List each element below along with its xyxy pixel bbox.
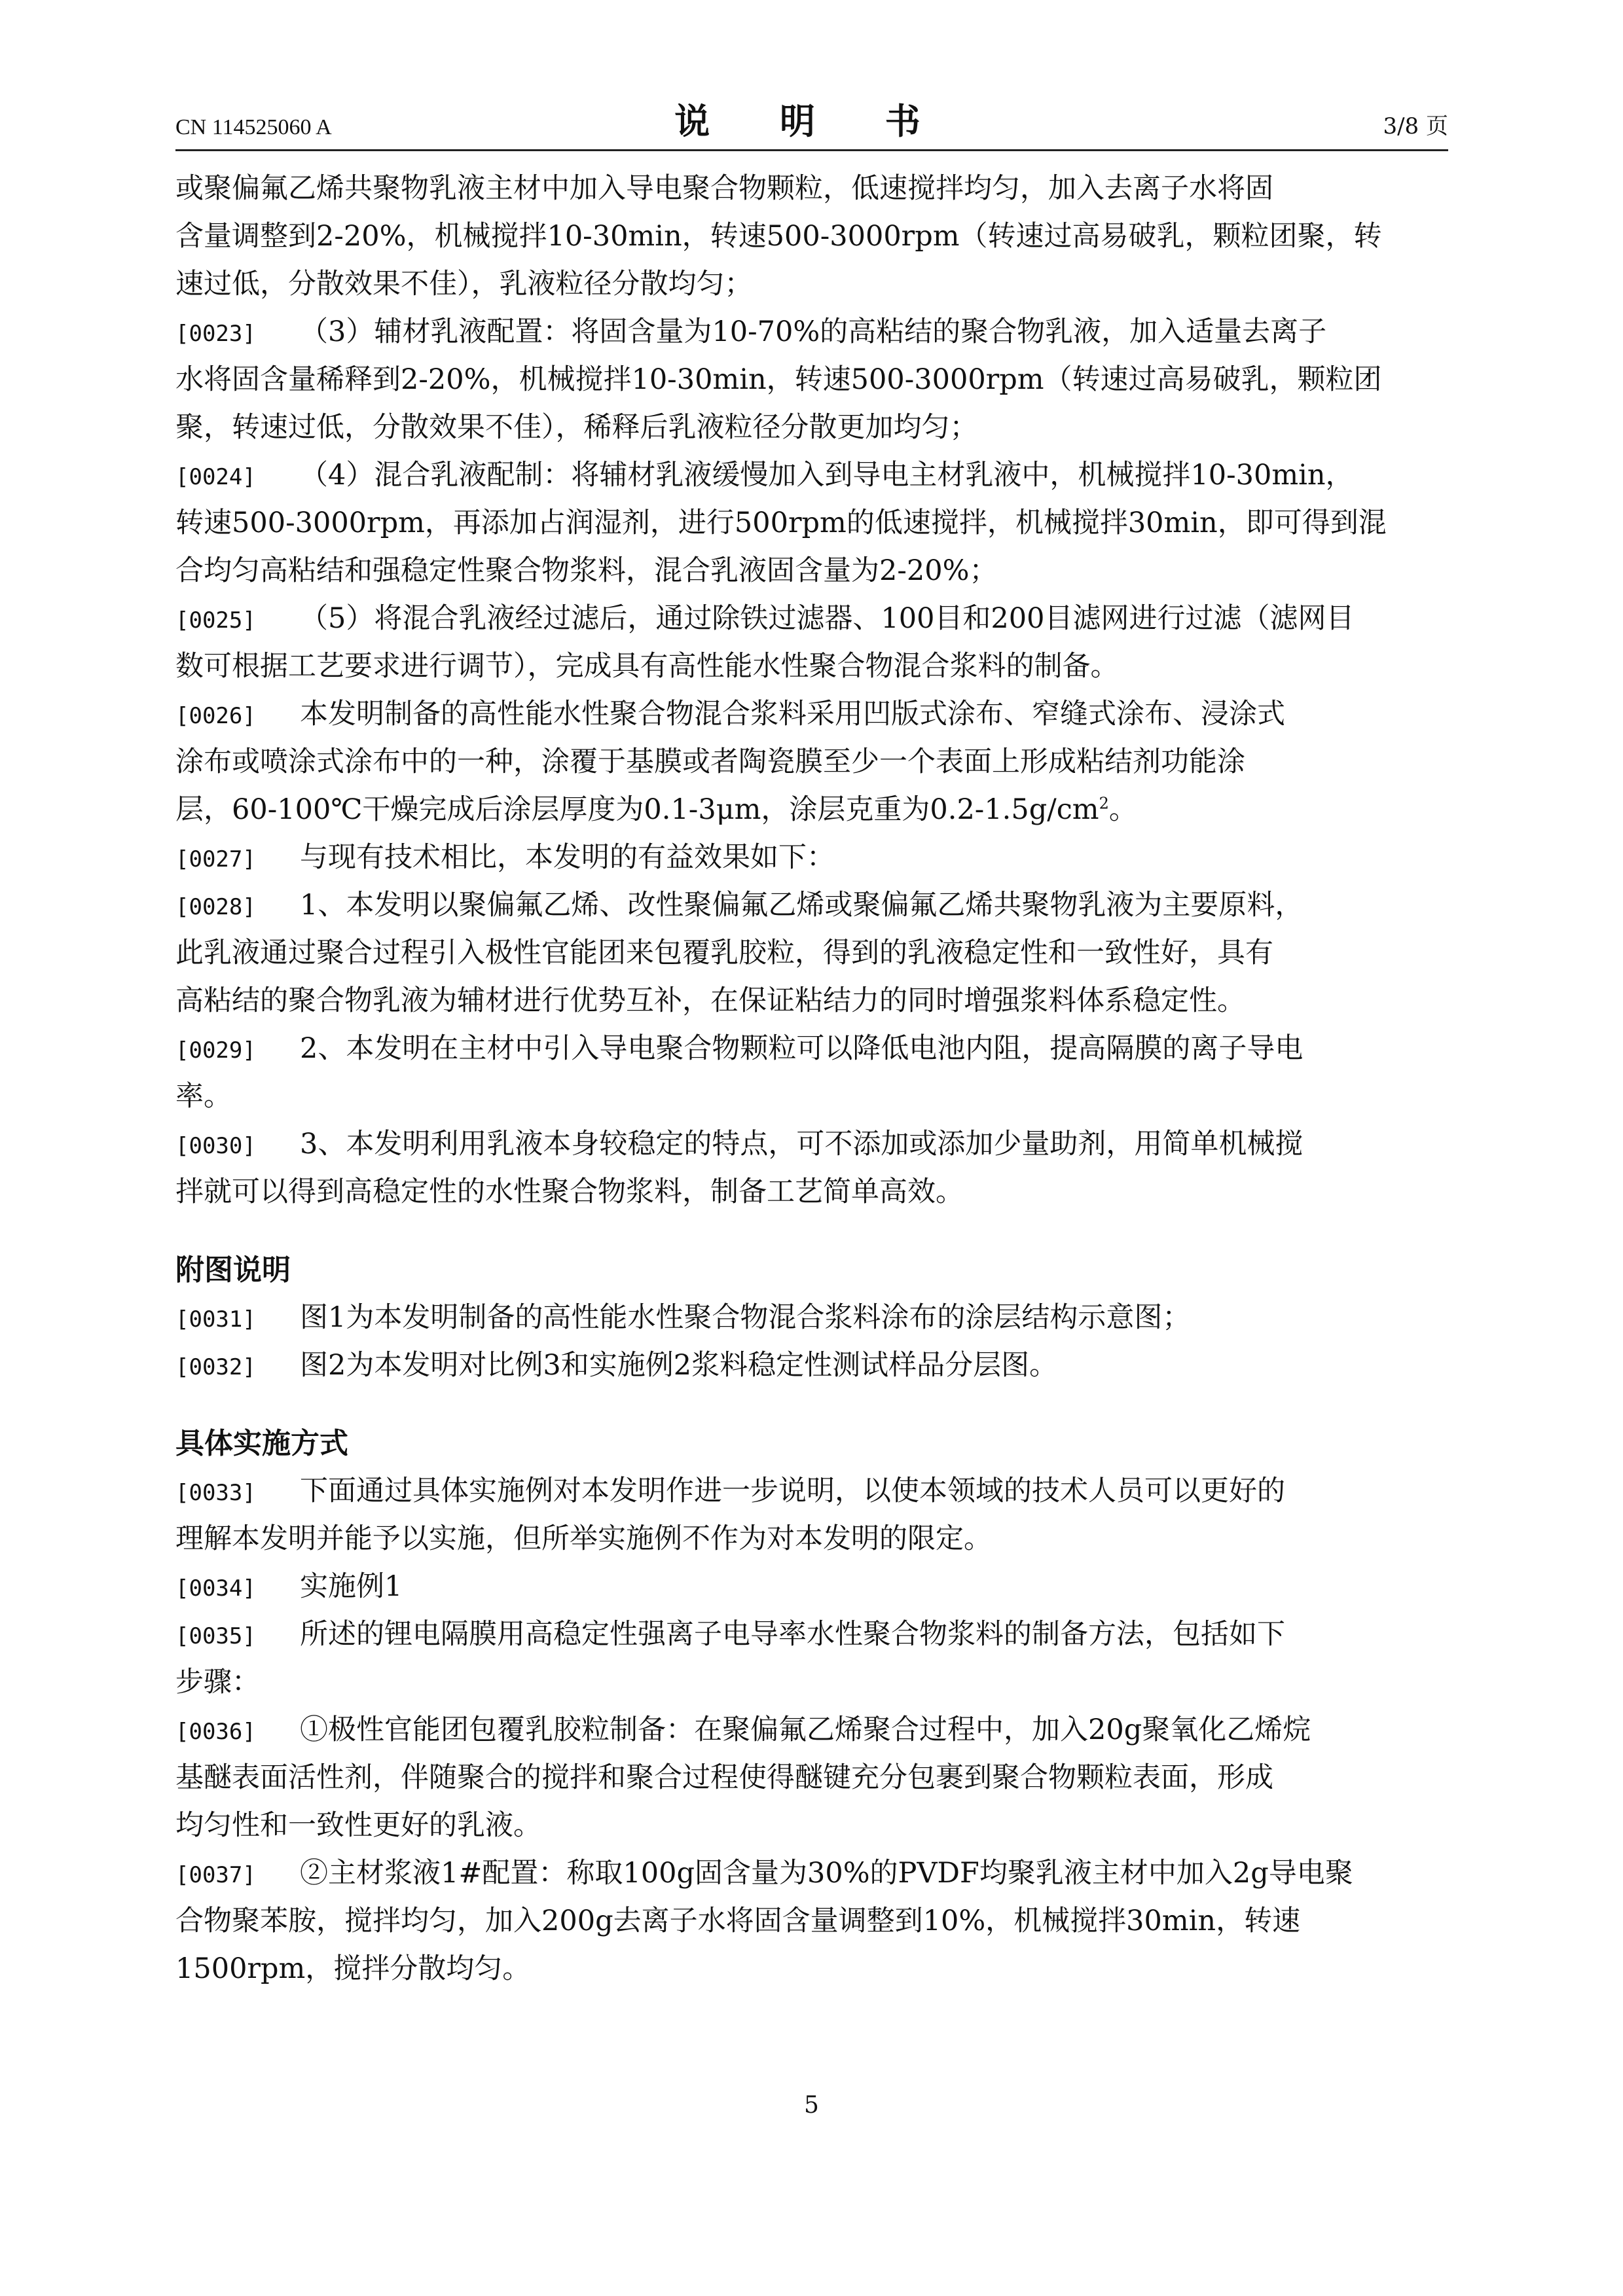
text-line: 合均匀高粘结和强稳定性聚合物浆料，混合乳液固含量为2-20%； <box>175 554 998 587</box>
text-line: 速过低，分散效果不佳），乳液粒径分散均匀； <box>175 268 753 300</box>
text-line: 1500rpm，搅拌分散均匀。 <box>175 1952 531 1985</box>
paragraph-0037 <box>175 1850 1448 1897</box>
paragraph-number: [0031] <box>175 1306 256 1333</box>
text-line: 本发明制备的高性能水性聚合物混合浆料采用凹版式涂布、窄缝式涂布、浸涂式 <box>300 698 1285 730</box>
paragraph-number: [0034] <box>175 1575 256 1602</box>
text-line: （4）混合乳液配制：将辅材乳液缓慢加入到导电主材乳液中，机械搅拌10-30min， <box>300 459 1354 492</box>
text-line: 数可根据工艺要求进行调节），完成具有高性能水性聚合物混合浆料的制备。 <box>175 650 1119 683</box>
paragraph-0025 <box>175 595 1448 643</box>
text-line: 实施例1 <box>300 1570 403 1603</box>
paragraph-0026 <box>175 691 1448 738</box>
section-title-figures: 附图说明 <box>175 1253 291 1287</box>
page-header <box>175 98 1448 144</box>
text-segment: 层，60-100℃干燥完成后涂层厚度为0.1-3μm，涂层克重为0.2-1.5g/cm <box>175 793 1099 826</box>
text-line: 合物聚苯胺，搅拌均匀，加入200g去离子水将固含量调整到10%，机械搅拌30min，转速 <box>175 1905 1301 1937</box>
paragraph-0036 <box>175 1706 1448 1754</box>
paragraph-number: [0033] <box>175 1480 256 1506</box>
text-line: ②主材浆液1#配置：称取100g固含量为30%的PVDF均聚乳液主材中加入2g导电聚 <box>300 1857 1353 1890</box>
text-line: 理解本发明并能予以实施，但所举实施例不作为对本发明的限定。 <box>175 1522 992 1555</box>
text-line: 1、本发明以聚偏氟乙烯、改性聚偏氟乙烯或聚偏氟乙烯共聚物乳液为主要原料， <box>300 889 1304 922</box>
text-line: 涂布或喷涂式涂布中的一种，涂覆于基膜或者陶瓷膜至少一个表面上形成粘结剂功能涂 <box>175 745 1245 778</box>
text-line <box>175 786 1448 834</box>
paragraph-number: [0029] <box>175 1037 256 1064</box>
paragraph-number: [0035] <box>175 1623 256 1649</box>
paragraph-number: [0023] <box>175 321 256 347</box>
paragraph-number: [0030] <box>175 1133 256 1159</box>
paragraph-0023 <box>175 308 1448 356</box>
text-segment: 。 <box>1108 793 1137 826</box>
paragraph-number: [0027] <box>175 846 256 872</box>
text-line: （3）辅材乳液配置：将固含量为10-70%的高粘结的聚合物乳液，加入适量去离子 <box>300 315 1327 348</box>
text-line: 与现有技术相比，本发明的有益效果如下： <box>300 841 835 874</box>
paragraph-number: [0036] <box>175 1719 256 1745</box>
text-line: 拌就可以得到高稳定性的水性聚合物浆料，制备工艺简单高效。 <box>175 1175 964 1208</box>
text-line: 率。 <box>175 1080 232 1113</box>
header-rule <box>175 149 1448 151</box>
paragraph-number: [0025] <box>175 607 256 634</box>
paragraph-number: [0032] <box>175 1354 256 1380</box>
text-line: 此乳液通过聚合过程引入极性官能团来包覆乳胶粒，得到的乳液稳定性和一致性好，具有 <box>175 937 1273 969</box>
document-id: CN 114525060 A <box>175 115 332 139</box>
document-body <box>175 165 1448 1993</box>
section-title-embodiments: 具体实施方式 <box>175 1427 348 1460</box>
paragraph-0024 <box>175 452 1448 499</box>
text-line: 图1为本发明制备的高性能水性聚合物混合浆料涂布的涂层结构示意图； <box>300 1301 1191 1334</box>
paragraph-0033 <box>175 1467 1448 1515</box>
text-line: 2、本发明在主材中引入导电聚合物颗粒可以降低电池内阻，提高隔膜的离子导电 <box>300 1032 1304 1065</box>
text-line: 含量调整到2-20%，机械搅拌10-30min，转速500-3000rpm（转速过高易破乳，颗粒团聚，转 <box>175 220 1382 253</box>
page-number: 5 <box>804 2092 819 2119</box>
text-line: 下面通过具体实施例对本发明作进一步说明，以使本领域的技术人员可以更好的 <box>300 1475 1285 1507</box>
paragraph-0032 <box>175 1342 1448 1390</box>
paragraph-0027 <box>175 834 1448 882</box>
text-line: 水将固含量稀释到2-20%，机械搅拌10-30min，转速500-3000rpm（转速过高易破乳，颗粒团 <box>175 363 1382 396</box>
paragraph-number: [0026] <box>175 703 256 729</box>
text-line: （5）将混合乳液经过滤后，通过除铁过滤器、100目和200目滤网进行过滤（滤网目 <box>300 602 1355 635</box>
text-line: 图2为本发明对比例3和实施例2浆料稳定性测试样品分层图。 <box>300 1349 1058 1382</box>
paragraph-number: [0037] <box>175 1862 256 1888</box>
superscript: 2 <box>1099 794 1109 813</box>
text-line: 转速500-3000rpm，再添加占润湿剂，进行500rpm的低速搅拌，机械搅拌30min，即可得到混 <box>175 507 1387 539</box>
paragraph-0034 <box>175 1563 1448 1611</box>
text-line: 聚，转速过低，分散效果不佳），稀释后乳液粒径分散更加均匀； <box>175 411 978 444</box>
text-line: 3、本发明利用乳液本身较稳定的特点，可不添加或添加少量助剂，用简单机械搅 <box>300 1128 1304 1160</box>
text-line: 所述的锂电隔膜用高稳定性强离子电导率水性聚合物浆料的制备方法，包括如下 <box>300 1618 1285 1651</box>
text-line: 高粘结的聚合物乳液为辅材进行优势互补，在保证粘结力的同时增强浆料体系稳定性。 <box>175 984 1245 1017</box>
paragraph-0030 <box>175 1121 1448 1168</box>
paragraph-0035 <box>175 1611 1448 1659</box>
text-line: 均匀性和一致性更好的乳液。 <box>175 1809 541 1842</box>
text-line: 基醚表面活性剂，伴随聚合的搅拌和聚合过程使得醚键充分包裹到聚合物颗粒表面，形成 <box>175 1761 1273 1794</box>
paragraph-0029 <box>175 1025 1448 1073</box>
text-line: 或聚偏氟乙烯共聚物乳液主材中加入导电聚合物颗粒，低速搅拌均匀，加入去离子水将固 <box>175 172 1273 205</box>
text-line: 步骤： <box>175 1666 260 1698</box>
document-title: 说 明 书 <box>674 101 949 142</box>
paragraph-number: [0028] <box>175 894 256 920</box>
page-info: 3/8 页 <box>1383 113 1448 139</box>
paragraph-number: [0024] <box>175 464 256 490</box>
text-line: ①极性官能团包覆乳胶粒制备：在聚偏氟乙烯聚合过程中，加入20g聚氧化乙烯烷 <box>300 1713 1311 1746</box>
paragraph-0031 <box>175 1294 1448 1342</box>
paragraph-0028 <box>175 882 1448 929</box>
